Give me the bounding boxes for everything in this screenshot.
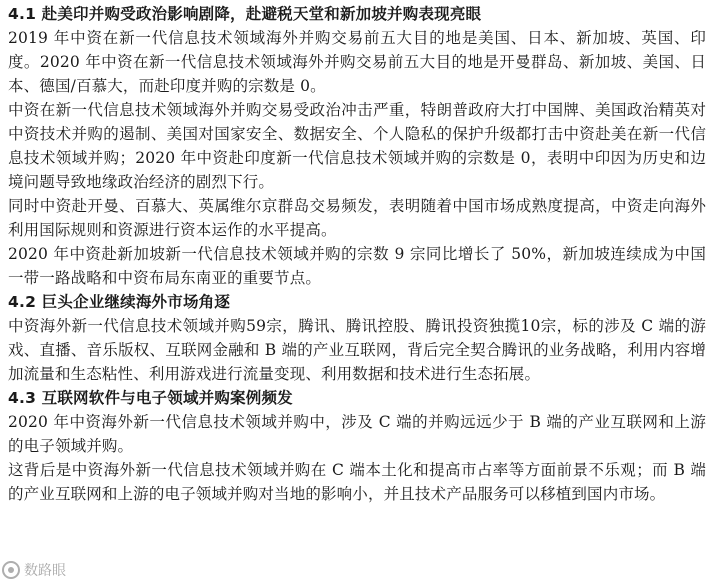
watermark <box>2 560 66 580</box>
paragraph: 2020 年中资赴新加坡新一代信息技术领域并购的宗数 9 宗同比增长了 50%，新加坡连续成为中国一带一路战略和中资布局东南亚的重要节点。 <box>8 245 706 287</box>
paragraph: 2019 年中资在新一代信息技术领域海外并购交易前五大目的地是美国、日本、新加坡、英国、印度。2020 年中资在新一代信息技术领域海外并购交易前五大目的地是开曼群岛、新加坡、美国、日本、德国/百慕大，而赴印度并购的宗数是 0。 <box>8 29 706 95</box>
paragraph: 2020 年中资海外新一代信息技术领域并购中，涉及 C 端的并购远远少于 B 端的产业互联网和上游的电子领域并购。 <box>8 413 706 455</box>
section-heading-4-1: 4.1 赴美印并购受政治影响剧降，赴避税天堂和新加坡并购表现亮眼 <box>8 5 482 23</box>
document-page <box>8 2 706 506</box>
paragraph: 中资海外新一代信息技术领域并购59宗，腾讯、腾讯控股、腾讯投资独揽10宗，标的涉及 C 端的游戏、直播、音乐版权、互联网金融和 B 端的产业互联网，背后完全契合腾讯的业务战略，利用内容增加流量和生态粘性、利用游戏进行流量变现、利用数据和技术进行生态拓展。 <box>8 317 706 383</box>
section-heading-4-2: 4.2 巨头企业继续海外市场角逐 <box>8 293 231 311</box>
paragraph: 同时中资赴开曼、百慕大、英属维尔京群岛交易频发，表明随着中国市场成熟度提高，中资走向海外利用国际规则和资源进行资本运作的水平提高。 <box>8 197 706 239</box>
watermark-text: 数路眼 <box>24 563 66 579</box>
paragraph: 这背后是中资海外新一代信息技术领域并购在 C 端本土化和提高市占率等方面前景不乐观；而 B 端的产业互联网和上游的电子领域并购对当地的影响小，并且技术产品服务可以移植到国内市场。 <box>8 461 706 503</box>
section-heading-4-3: 4.3 互联网软件与电子领域并购案例频发 <box>8 389 293 407</box>
paragraph: 中资在新一代信息技术领域海外并购交易受政治冲击严重，特朗普政府大打中国牌、美国政治精英对中资技术并购的遏制、美国对国家安全、数据安全、个人隐私的保护升级都打击中资赴美在新一代信息技术领域并购；2020 年中资赴印度新一代信息技术领域并购的宗数是 0，表明中印因为历史和边境问题导致地缘政治经济的剧烈下行。 <box>8 101 706 191</box>
brand-logo-icon <box>2 561 20 579</box>
